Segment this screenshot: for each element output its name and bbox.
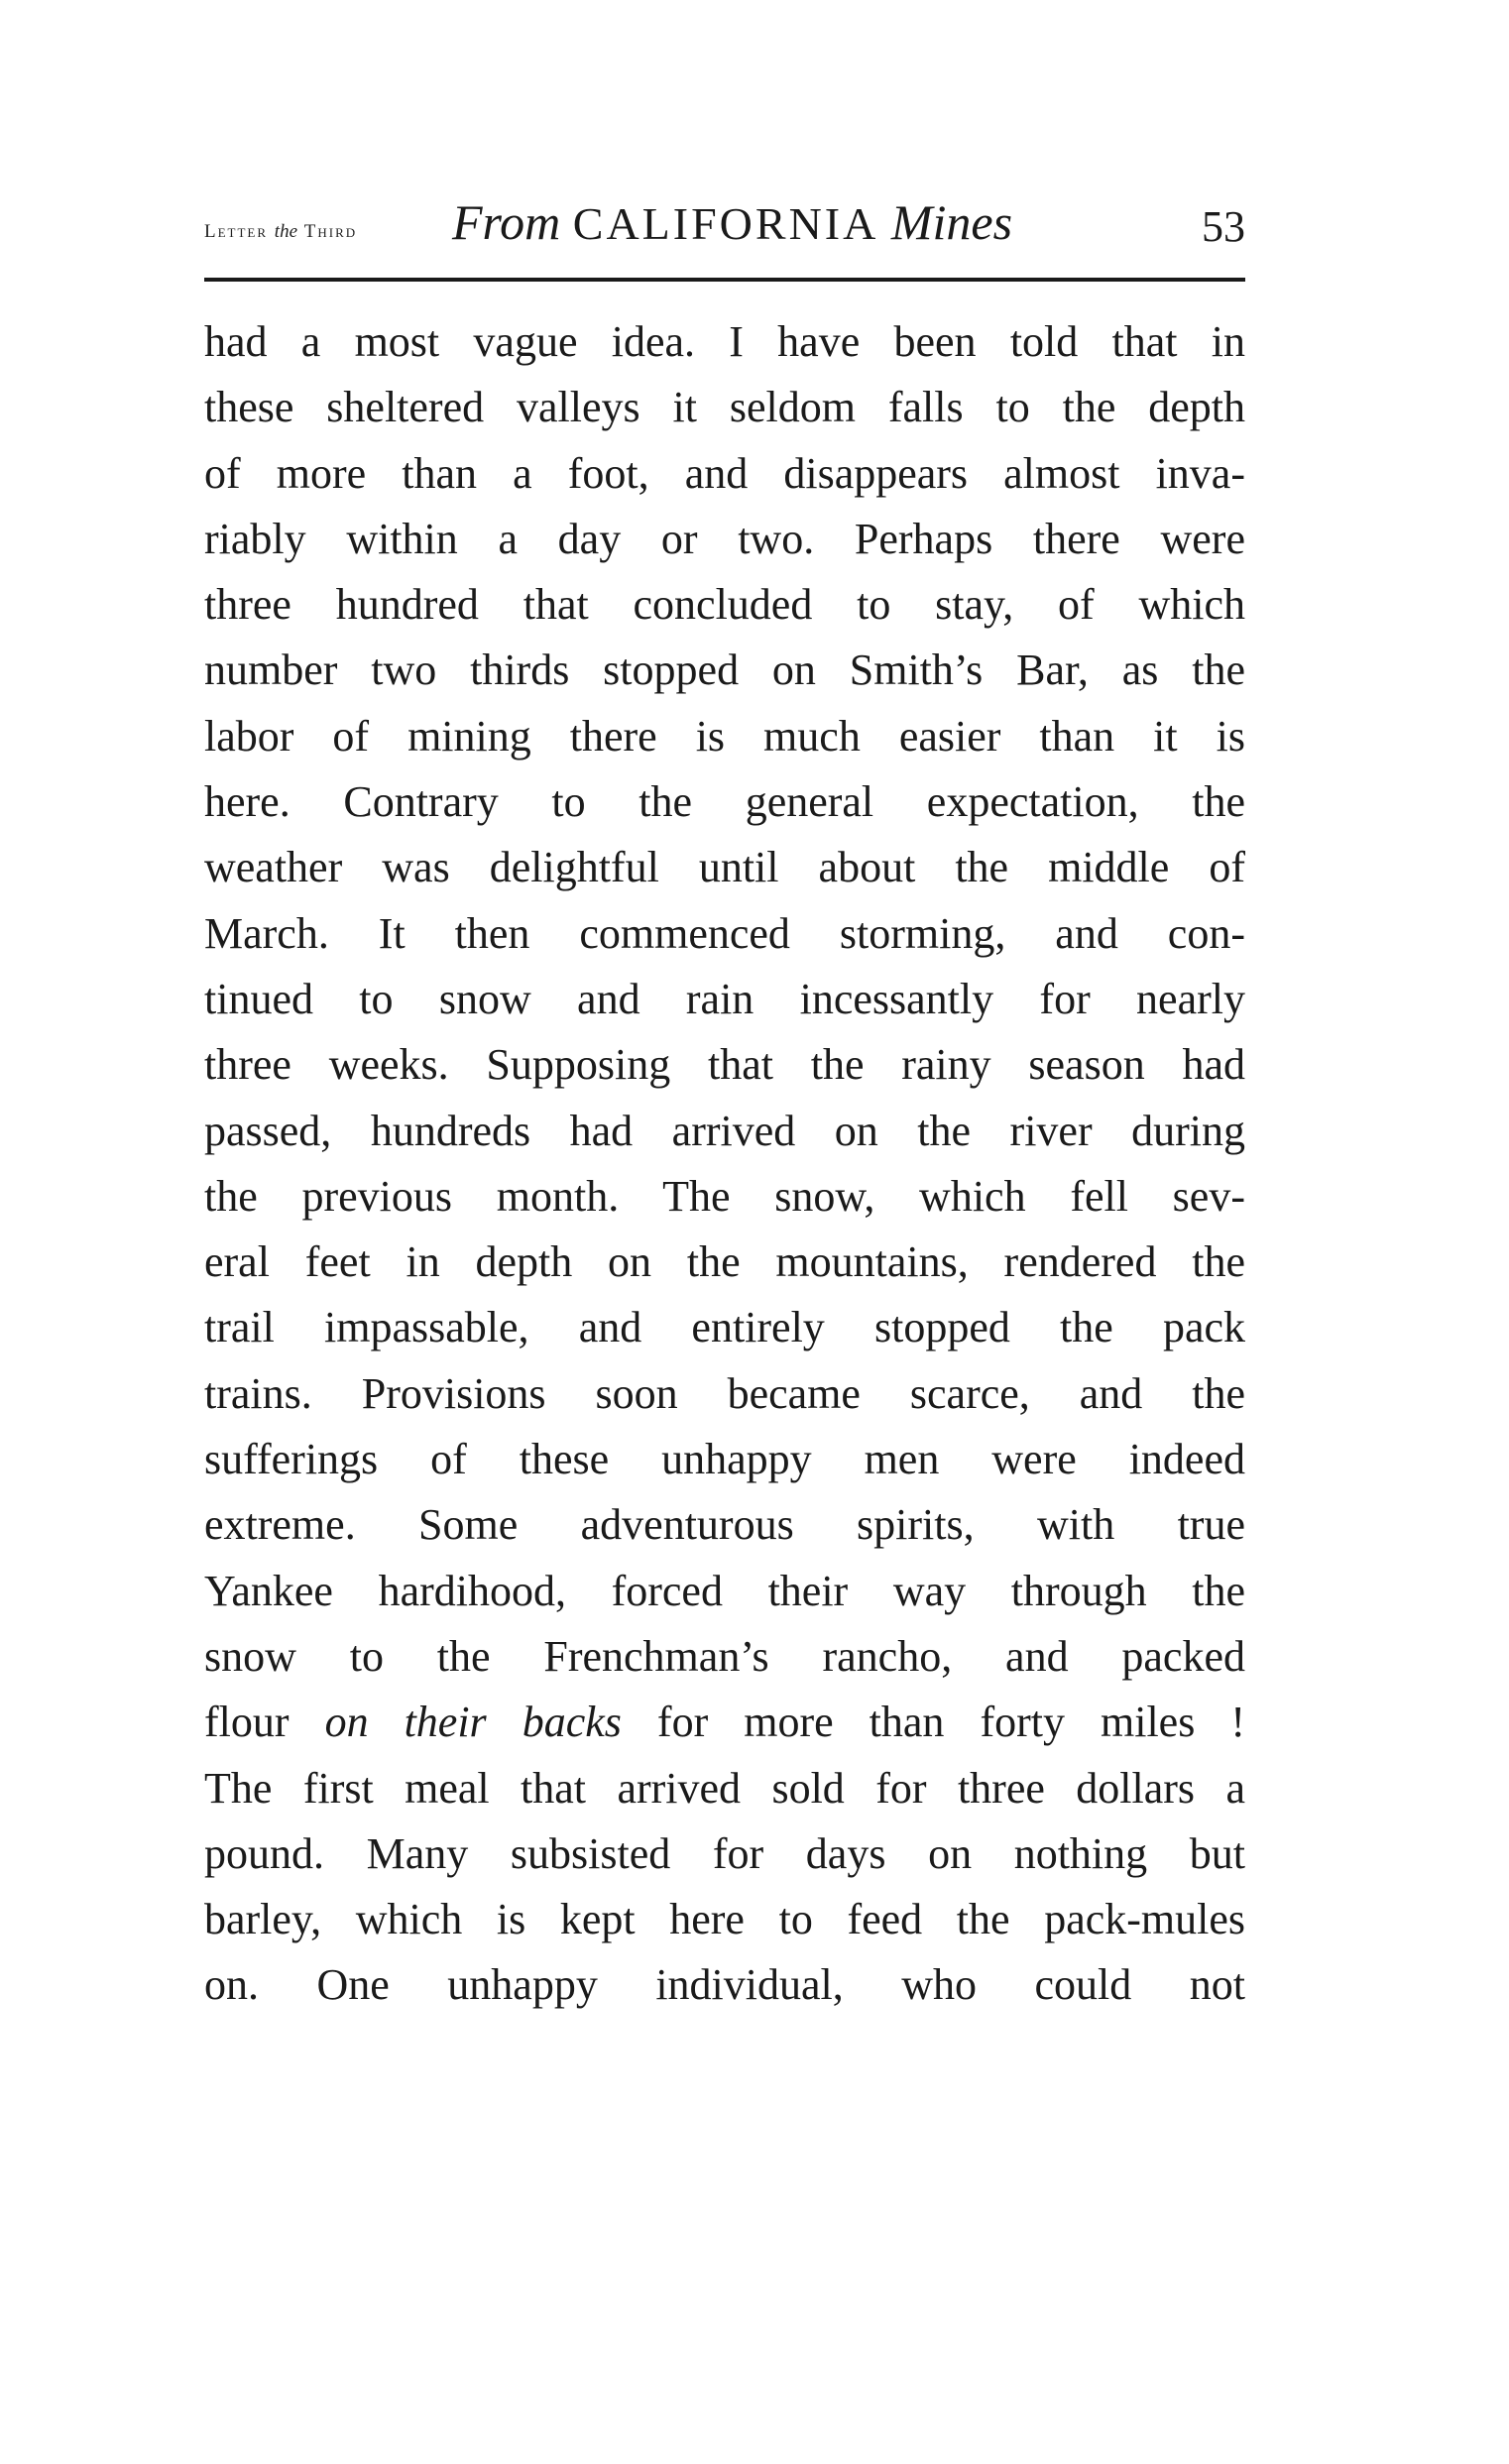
text-line: here. Contrary to the general expectation, the bbox=[204, 777, 1245, 827]
text-line: these sheltered valleys it seldom falls to the depth bbox=[204, 383, 1245, 432]
text-line: passed, hundreds had arrived on the river during bbox=[204, 1106, 1245, 1155]
text-line: number two thirds stopped on Smith’s Bar, as the bbox=[204, 645, 1245, 695]
text-line: the previous month. The snow, which fell sev- bbox=[204, 1171, 1245, 1221]
book-title bbox=[452, 193, 1012, 251]
text-line: labor of mining there is much easier than it is bbox=[204, 711, 1245, 761]
line-before: flour bbox=[204, 1698, 290, 1747]
text-line: snow to the Frenchman’s rancho, and packed bbox=[204, 1631, 1245, 1681]
text-line: had a most vague idea. I have been told that in bbox=[204, 317, 1245, 366]
body-text bbox=[204, 309, 1245, 2019]
letter-word: Letter bbox=[204, 221, 269, 242]
text-line: on. One unhappy individual, who could not bbox=[204, 1960, 1245, 2010]
text-line: barley, which is kept here to feed the pack-mules bbox=[204, 1895, 1245, 1944]
the-word: the bbox=[274, 221, 298, 242]
text-line: weather was delightful until about the middle of bbox=[204, 843, 1245, 892]
text-line: extreme. Some adventurous spirits, with true bbox=[204, 1500, 1245, 1550]
page-number: 53 bbox=[1202, 202, 1245, 251]
running-head bbox=[204, 193, 1245, 263]
text-line: The first meal that arrived sold for three dollars a bbox=[204, 1763, 1245, 1813]
text-line-italic bbox=[204, 1690, 1245, 1755]
text-line: March. It then commenced storming, and con- bbox=[204, 908, 1245, 958]
header-rule bbox=[204, 278, 1245, 282]
text-line: three weeks. Supposing that the rainy season had bbox=[204, 1040, 1245, 1090]
text-line: Yankee hardihood, forced their way through the bbox=[204, 1566, 1245, 1615]
text-line: trail impassable, and entirely stopped the pack bbox=[204, 1303, 1245, 1352]
letter-label bbox=[204, 221, 357, 243]
text-line: of more than a foot, and disappears almost inva- bbox=[204, 448, 1245, 498]
title-mines: Mines bbox=[890, 194, 1013, 250]
title-california: CALIFORNIA bbox=[572, 198, 879, 249]
text-line: tinued to snow and rain incessantly for nearly bbox=[204, 974, 1245, 1023]
text-line: three hundred that concluded to stay, of which bbox=[204, 580, 1245, 630]
text-line: eral feet in depth on the mountains, rendered the bbox=[204, 1237, 1245, 1287]
text-line: trains. Provisions soon became scarce, and the bbox=[204, 1368, 1245, 1418]
text-line: pound. Many subsisted for days on nothing but bbox=[204, 1828, 1245, 1878]
italic-phrase: on their backs bbox=[324, 1698, 622, 1747]
line-after: for more than forty miles ! bbox=[656, 1698, 1245, 1747]
third-word: Third bbox=[303, 221, 358, 242]
title-from: From bbox=[452, 194, 561, 250]
text-line: sufferings of these unhappy men were indeed bbox=[204, 1435, 1245, 1484]
text-line: riably within a day or two. Perhaps there were bbox=[204, 514, 1245, 563]
